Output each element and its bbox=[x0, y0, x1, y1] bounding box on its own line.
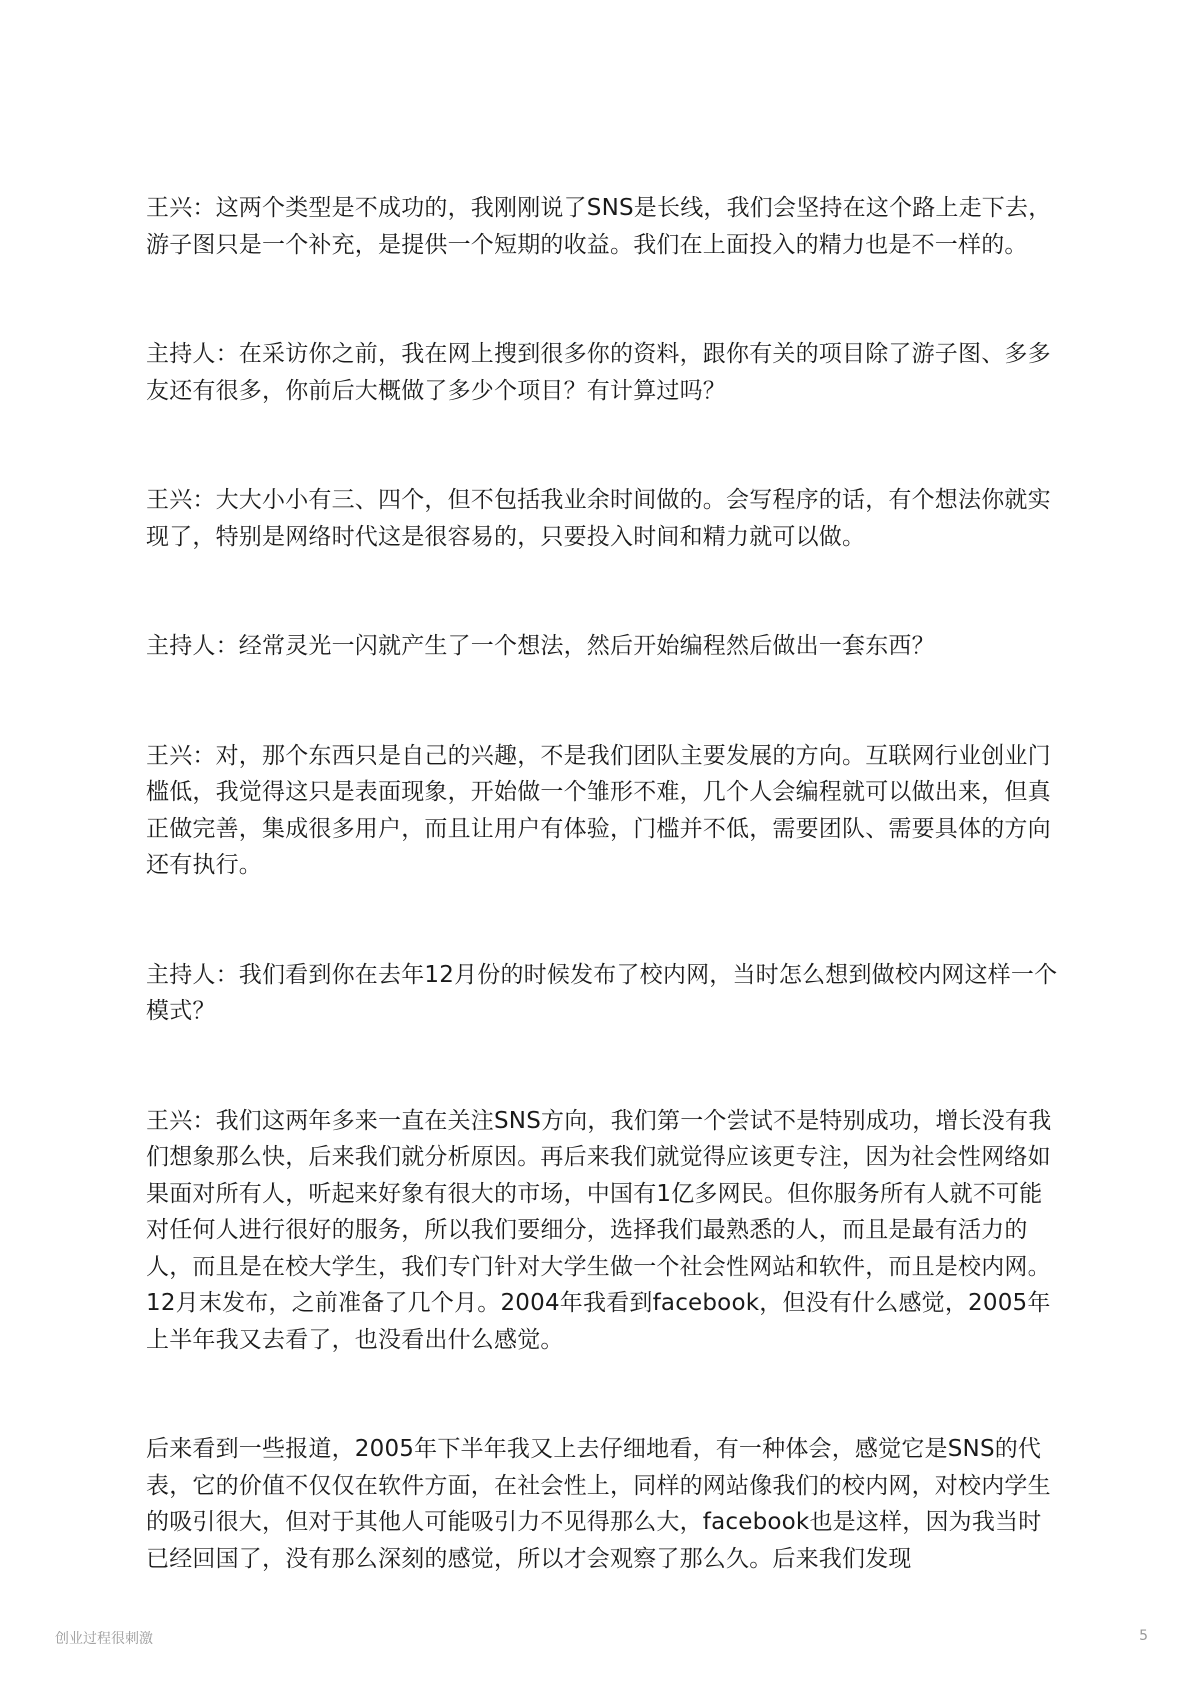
paragraph: 主持人：我们看到你在去年12月份的时候发布了校内网，当时怎么想到做校内网这样一个模式？ bbox=[146, 961, 1058, 1024]
footer-document-title: 创业过程很刺激 bbox=[55, 1631, 153, 1647]
paragraph: 后来看到一些报道，2005年下半年我又上去仔细地看，有一种体会，感觉它是SNS的代表，它的价值不仅仅在软件方面，在社会性上，同样的网站像我们的校内网，对校内学生的吸引很大，但对于其他人可能吸引力不见得那么大，facebook也是这样，因为我当时已经回国了，没有那么深刻的感觉，所以才会观察了那么久。后来我们发现 bbox=[146, 1436, 1051, 1572]
footer-page-number: 5 bbox=[1139, 1628, 1148, 1644]
paragraph: 主持人：在采访你之前，我在网上搜到很多你的资料，跟你有关的项目除了游子图、多多友还有很多，你前后大概做了多少个项目？有计算过吗？ bbox=[146, 341, 1051, 404]
paragraph: 王兴：这两个类型是不成功的，我刚刚说了SNS是长线，我们会坚持在这个路上走下去，游子图只是一个补充，是提供一个短期的收益。我们在上面投入的精力也是不一样的。 bbox=[146, 195, 1052, 258]
paragraph: 主持人：经常灵光一闪就产生了一个想法，然后开始编程然后做出一套东西？ bbox=[146, 633, 935, 659]
paragraph: 王兴：大大小小有三、四个，但不包括我业余时间做的。会写程序的话，有个想法你就实现了，特别是网络时代这是很容易的，只要投入时间和精力就可以做。 bbox=[146, 487, 1051, 550]
paragraph: 王兴：我们这两年多来一直在关注SNS方向，我们第一个尝试不是特别成功，增长没有我们想象那么快，后来我们就分析原因。再后来我们就觉得应该更专注，因为社会性网络如果面对所有人，听起来好象有很大的市场，中国有1亿多网民。但你服务所有人就不可能对任何人进行很好的服务，所以我们要细分，选择我们最熟悉的人，而且是最有活力的人，而且是在校大学生，我们专门针对大学生做一个社会性网站和软件，而且是校内网。12月末发布，之前准备了几个月。2004年我看到facebook，但没有什么感觉，2005年上半年我又去看了，也没看出什么感觉。 bbox=[146, 1107, 1052, 1353]
document-body bbox=[146, 190, 1058, 1577]
paragraph: 王兴：对，那个东西只是自己的兴趣，不是我们团队主要发展的方向。互联网行业创业门槛低，我觉得这只是表面现象，开始做一个雏形不难，几个人会编程就可以做出来，但真正做完善，集成很多用户，而且让用户有体验，门槛并不低，需要团队、需要具体的方向还有执行。 bbox=[146, 742, 1051, 878]
